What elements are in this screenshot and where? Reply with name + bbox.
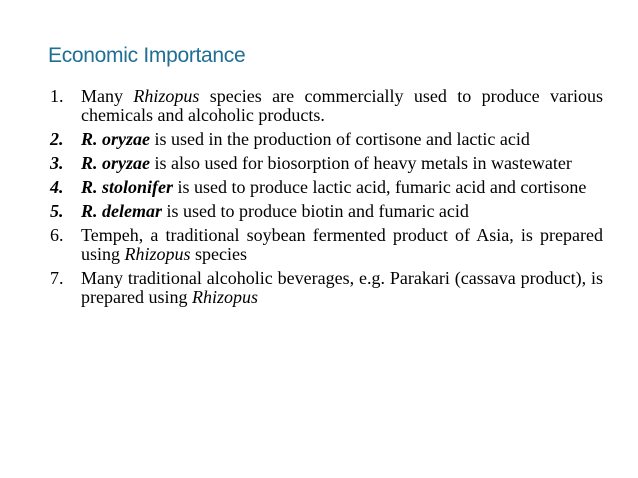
item-number: 2. xyxy=(50,129,64,149)
item-number: 5. xyxy=(50,201,64,221)
genus-name: Rhizopus xyxy=(124,244,191,264)
species-name: R. stolonifer xyxy=(81,177,174,197)
item-text-post: species are commercially used to produce various chemicals and alcoholic products. xyxy=(81,86,603,125)
importance-list xyxy=(50,87,603,312)
list-item xyxy=(50,226,603,264)
species-name: R. oryzae xyxy=(81,129,150,149)
item-number: 3. xyxy=(50,153,64,173)
species-name: R. oryzae xyxy=(81,153,150,173)
list-item xyxy=(50,130,603,149)
list-item xyxy=(50,178,603,197)
item-text-post: species xyxy=(190,244,248,264)
genus-name: Rhizopus xyxy=(133,86,200,106)
item-number: 4. xyxy=(50,177,64,197)
list-item xyxy=(50,202,603,221)
item-text-post: is also used for biosorption of heavy metals in wastewater xyxy=(150,153,572,173)
item-text-post: is used to produce biotin and fumaric acid xyxy=(162,201,469,221)
item-number: 6. xyxy=(50,225,64,245)
list-item xyxy=(50,87,603,125)
item-text-post: is used to produce lactic acid, fumaric acid and cortisone xyxy=(173,177,587,197)
list-item xyxy=(50,154,603,173)
list-item xyxy=(50,269,603,307)
slide-title: Economic Importance xyxy=(48,44,246,67)
species-name: R. delemar xyxy=(81,201,162,221)
item-text-pre: Tempeh, a traditional soybean fermented product of Asia, is prepared using xyxy=(81,225,603,264)
item-number: 1. xyxy=(50,86,64,106)
item-text-pre: Many xyxy=(81,86,134,106)
item-number: 7. xyxy=(50,268,64,288)
genus-name: Rhizopus xyxy=(191,287,258,307)
item-text-post: is used in the production of cortisone and lactic acid xyxy=(150,129,530,149)
item-text-pre: Many traditional alcoholic beverages, e.g. Parakari (cassava product), is prepared using xyxy=(81,268,603,307)
